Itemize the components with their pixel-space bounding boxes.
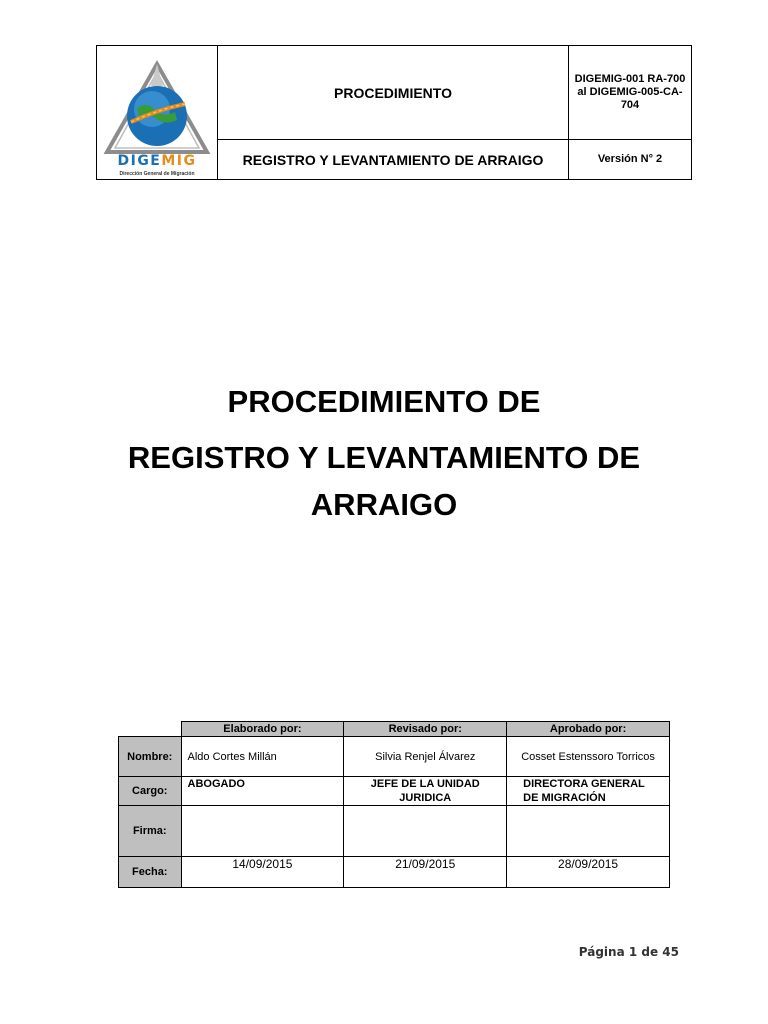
nombre-elaborado: Aldo Cortes Millán: [181, 737, 344, 777]
main-title: [0, 378, 768, 528]
blank-corner: [119, 722, 182, 737]
firma-aprobado: [507, 806, 670, 857]
col-revisado: Revisado por:: [344, 722, 507, 737]
row-label-firma: Firma:: [119, 806, 182, 857]
logo-cell: [97, 46, 218, 180]
logo-subtitle: Dirección General de Migración: [119, 171, 195, 177]
row-label-nombre: Nombre:: [119, 737, 182, 777]
doc-code: DIGEMIG-001 RA-700 al DIGEMIG-005-CA-704: [569, 46, 692, 140]
cargo-aprobado: DIRECTORA GENERAL DE MIGRACIÓN: [507, 777, 670, 806]
nombre-revisado: Silvia Renjel Álvarez: [344, 737, 507, 777]
digemig-logo: [97, 46, 217, 179]
main-title-line2: REGISTRO Y LEVANTAMIENTO DE ARRAIGO: [127, 440, 641, 522]
header-table: [96, 45, 692, 180]
signature-table: [118, 721, 670, 888]
cargo-elaborado: ABOGADO: [181, 777, 344, 806]
cargo-revisado: JEFE DE LA UNIDAD JURIDICA: [344, 777, 507, 806]
doc-title: REGISTRO Y LEVANTAMIENTO DE ARRAIGO: [218, 140, 569, 180]
doc-type: PROCEDIMIENTO: [218, 46, 569, 140]
row-label-fecha: Fecha:: [119, 857, 182, 888]
col-aprobado: Aprobado por:: [507, 722, 670, 737]
fecha-aprobado: 28/09/2015: [507, 857, 670, 888]
firma-revisado: [344, 806, 507, 857]
fecha-elaborado: 14/09/2015: [181, 857, 344, 888]
nombre-aprobado: Cosset Estenssoro Torricos: [507, 737, 670, 777]
col-elaborado: Elaborado por:: [181, 722, 344, 737]
logo-wordmark-part1: DIGE: [117, 153, 162, 169]
page-number: Página 1 de 45: [578, 945, 679, 959]
main-title-line1: PROCEDIMIENTO DE: [227, 384, 541, 419]
fecha-revisado: 21/09/2015: [344, 857, 507, 888]
doc-version: Versión N° 2: [569, 140, 692, 180]
row-label-cargo: Cargo:: [119, 777, 182, 806]
logo-wordmark: [97, 153, 217, 169]
firma-elaborado: [181, 806, 344, 857]
logo-wordmark-part2: MIG: [161, 153, 197, 169]
